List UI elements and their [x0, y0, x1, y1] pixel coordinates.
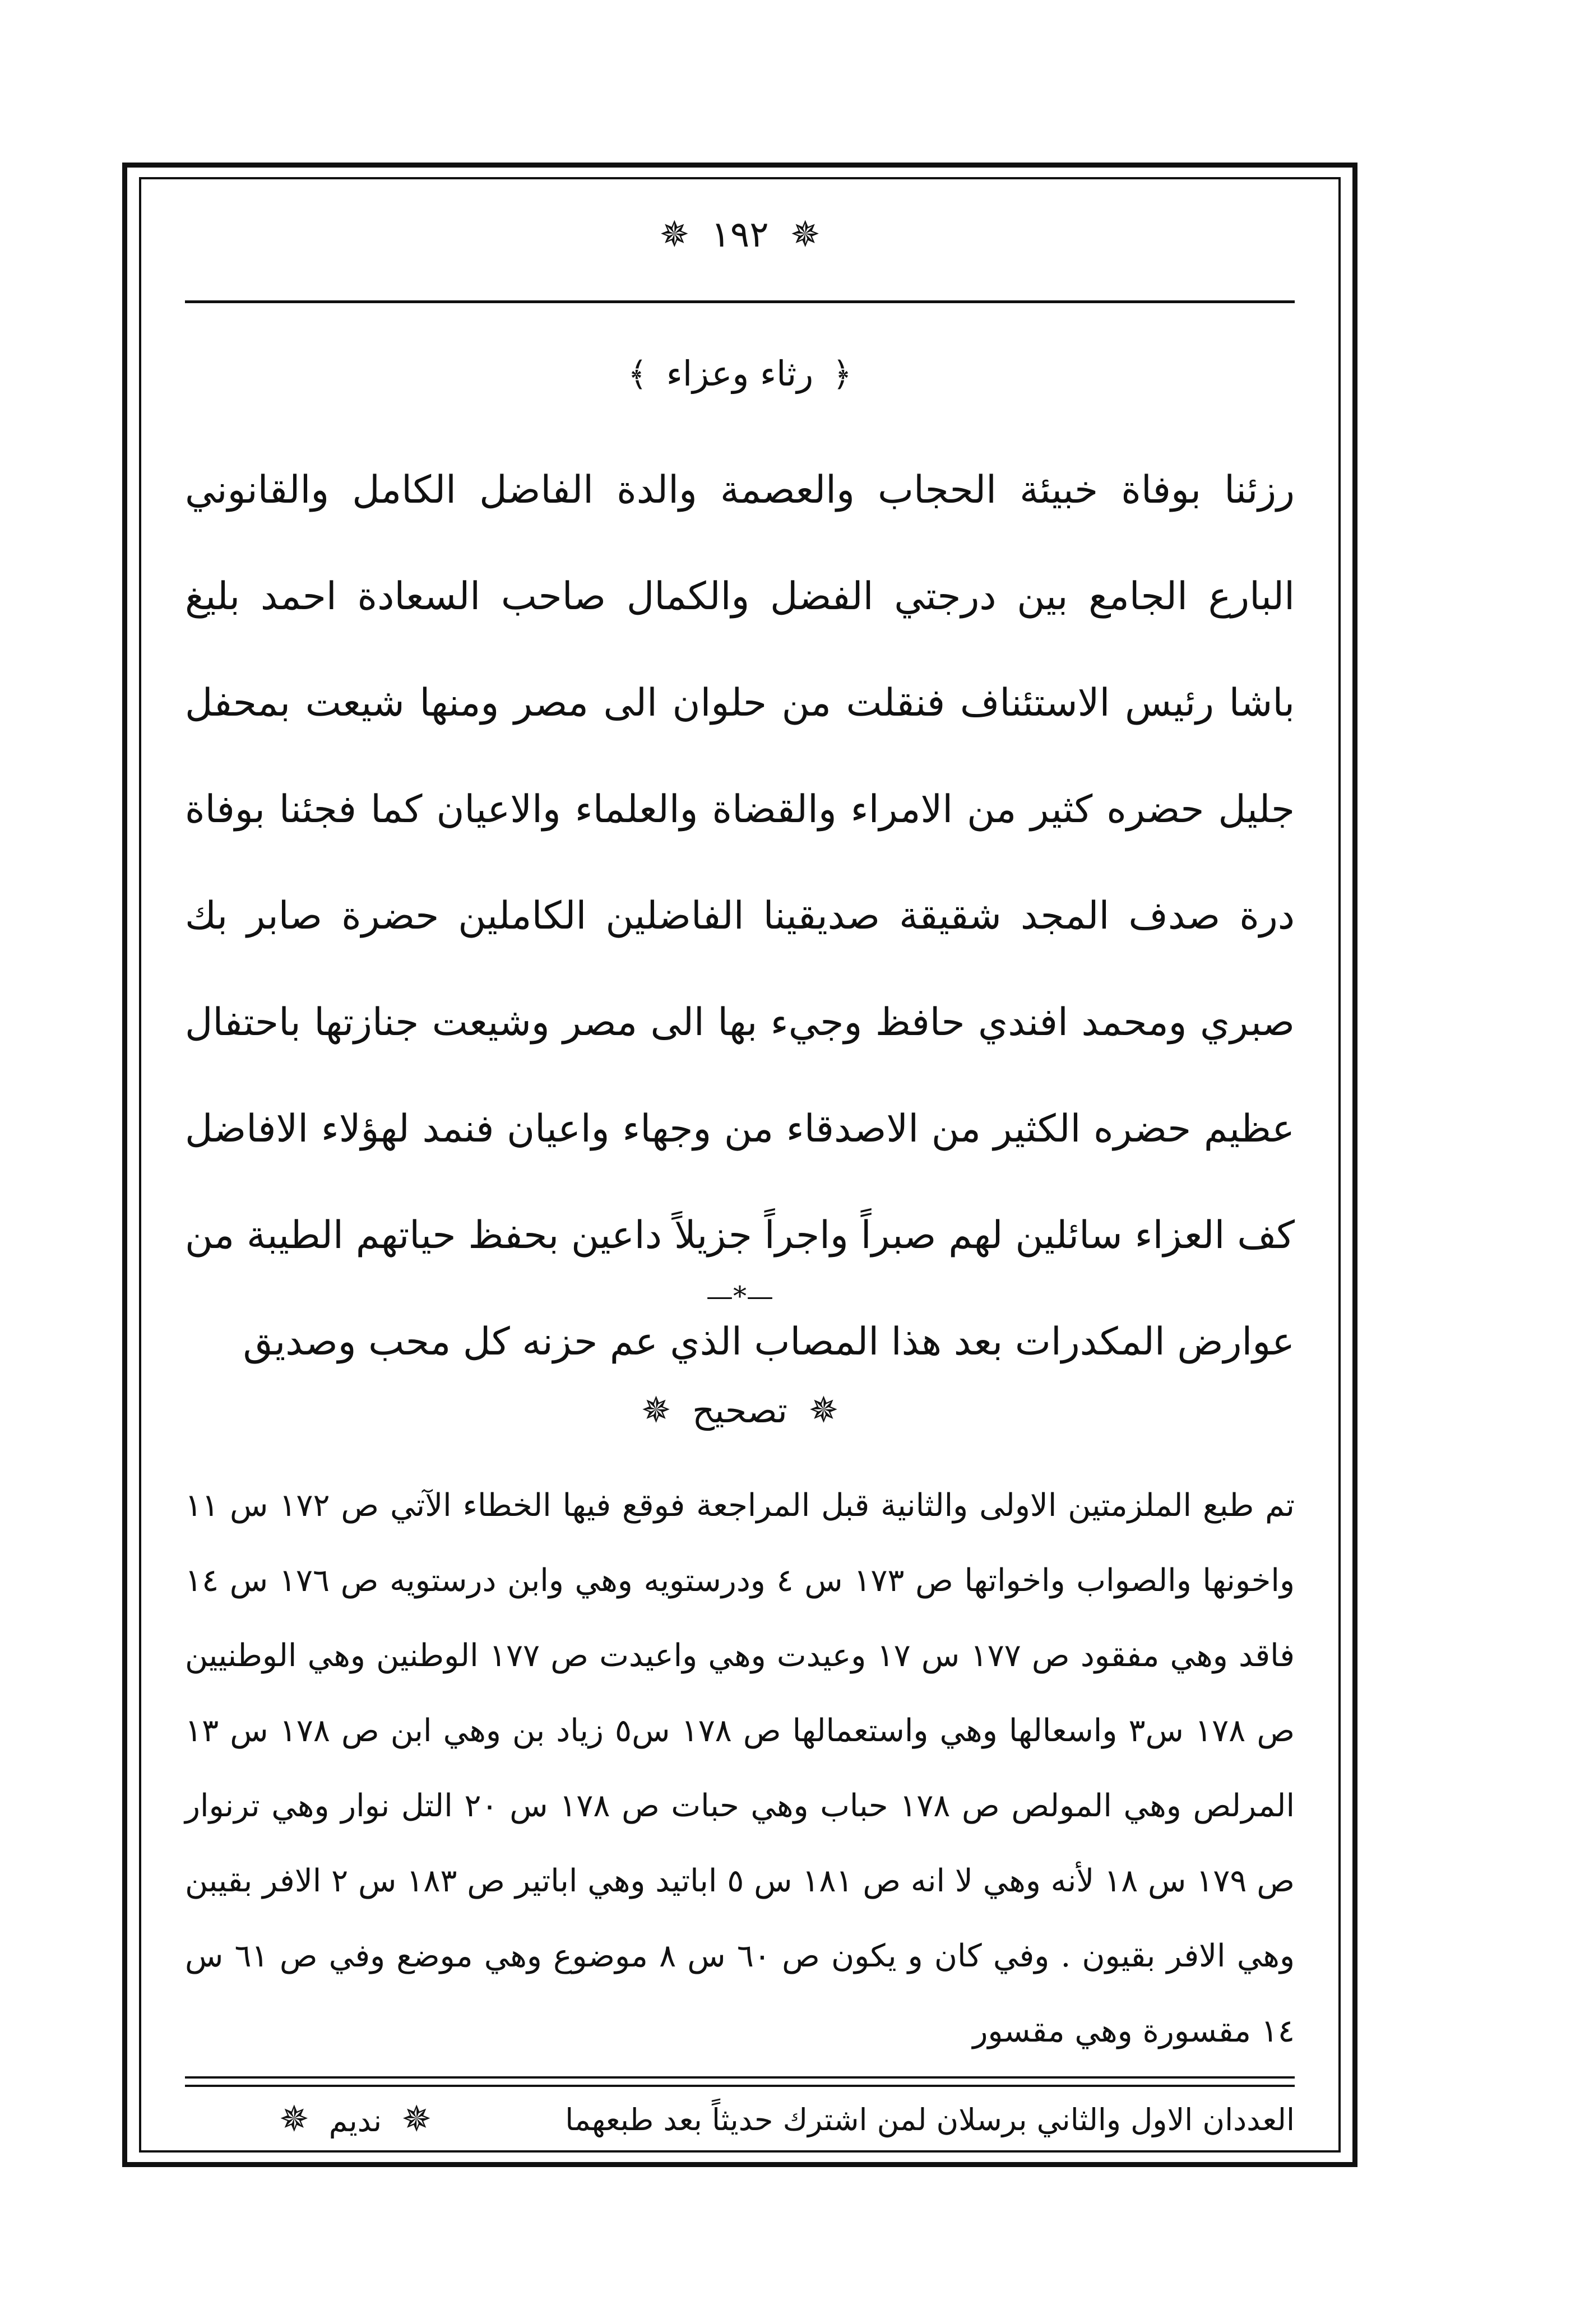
bracket-close: ﴾	[627, 355, 648, 394]
correction-title: تصحيح	[692, 1390, 787, 1431]
page-number: ١٩٢	[711, 214, 769, 256]
bracket-open: ﴿	[832, 355, 852, 394]
footer	[185, 2099, 1295, 2140]
obituary-heading	[185, 353, 1295, 394]
footer-signature: نديم	[328, 2103, 382, 2139]
star-ornament-icon: ✵	[641, 1390, 671, 1431]
correction-heading	[185, 1390, 1295, 1431]
section-separator: —*—	[706, 1281, 773, 1312]
page-number-header	[185, 214, 1295, 256]
obituary-title: رثاء وعزاء	[666, 353, 814, 394]
footer-rule-bottom	[185, 2085, 1295, 2087]
correction-body: تم طبع الملزمتين الاولى والثانية قبل المراجعة فوقع فيها الخطاء الآتي ص ١٧٢ س ١١ واخونها والصواب واخواتها ص ١٧٣ س ٤ ودرستويه وهي وابن درستويه ص ١٧٦ س ١٤ فاقد وهي مفقود ص ١٧٧ س ١٧ وعيدت وهي واعيدت ص ١٧٧ الوطنين وهي الوطنيين ص ١٧٨ س٣ واسعالها وهي واستعمالها ص ١٧٨ س٥ زياد بن وهي ابن ص ١٧٨ س ١٣ المرلص وهي المولص ص ١٧٨ حباب وهي حبات ص ١٧٨ س ٢٠ التل نوار وهي ترنوار ص ١٧٩ س ١٨ لأنه وهي لا انه ص ١٨١ س ٥ اباتيد وهي اباتير ص ١٨٣ س ٢ الافر بقيبن وهي الافر بقيون . وفي كان و يكون ص ٦٠ س ٨ موضوع وهي موضع وفي ص ٦١ س ١٤ مقسورة وهي مقسور	[185, 1487, 1295, 2049]
star-ornament-icon: ✵	[401, 2099, 432, 2140]
header-rule	[185, 300, 1295, 303]
star-ornament-icon: ✵	[279, 2099, 309, 2140]
obituary-body: رزئنا بوفاة خبيئة الحجاب والعصمة والدة الفاضل الكامل والقانوني البارع الجامع بين درجتي الفضل والكمال صاحب السعادة احمد بليغ باشا رئيس الاستئناف فنقلت من حلوان الى مصر ومنها شيعت بمحفل جليل حضره كثير من الامراء والقضاة والعلماء والاعيان كما فجئنا بوفاة درة صدف المجد شقيقة صديقينا الفاضلين الكاملين حضرة صابر بك صبري ومحمد افندي حافظ وجيء بها الى مصر وشيعت جنازتها باحتفال عظيم حضره الكثير من الاصدقاء من وجهاء واعيان فنمد لهؤلاء الافاضل كف العزاء سائلين لهم صبراً واجراً جزيلاً داعين بحفظ حياتهم الطيبة من عوارض المكدرات بعد هذا المصاب الذي عم حزنه كل محب وصديق	[185, 468, 1295, 1364]
star-ornament-icon: ✵	[659, 214, 690, 256]
footer-signature-block	[269, 2099, 442, 2140]
footer-rule-top	[185, 2076, 1295, 2079]
star-ornament-icon: ✵	[808, 1390, 839, 1431]
footer-notice: العددان الاول والثاني برسلان لمن اشترك حديثاً بعد طبعهما	[565, 2102, 1295, 2137]
star-ornament-icon: ✵	[790, 214, 821, 256]
